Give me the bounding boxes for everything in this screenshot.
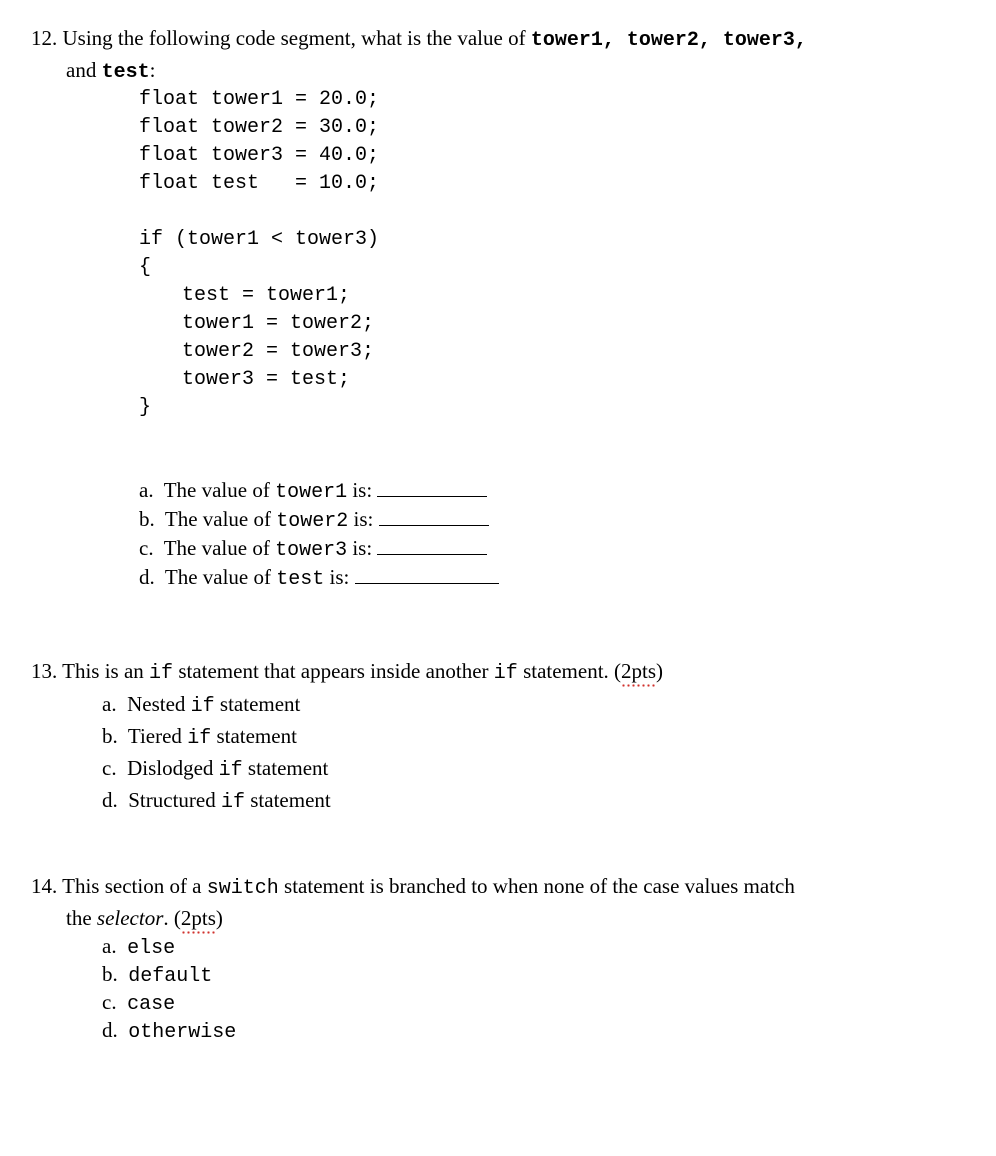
option-value: case — [127, 993, 176, 1016]
option-letter: d. — [102, 1018, 118, 1042]
q14-text: statement is branched to when none of the case values match — [278, 874, 795, 898]
q13-text: statement. ( — [517, 659, 622, 683]
option-letter: c. — [102, 756, 117, 780]
answer-text: The value of — [163, 536, 276, 560]
q14-text: ) — [215, 906, 223, 930]
answer-blank[interactable] — [379, 507, 489, 526]
q12-answer-d — [139, 565, 499, 592]
q14-text: This section of a — [62, 874, 207, 898]
answer-blank[interactable] — [377, 536, 487, 555]
q14-option-a[interactable] — [102, 934, 175, 961]
answer-blank[interactable] — [355, 565, 499, 584]
q12-prompt-line2 — [66, 58, 155, 85]
answer-text: The value of — [164, 507, 277, 531]
option-letter: b. — [102, 724, 118, 748]
option-keyword: if — [220, 791, 245, 814]
code-line: float tower3 = 40.0; — [139, 144, 380, 167]
q13-keyword: if — [493, 662, 518, 685]
q13-number: 13. — [31, 659, 58, 683]
q14-points: 2pts — [181, 906, 216, 934]
option-text: statement — [211, 724, 297, 748]
option-letter: a. — [102, 692, 117, 716]
q14-prompt-line1 — [31, 874, 795, 901]
answer-var: tower1 — [275, 481, 348, 504]
q13-option-a[interactable] — [102, 692, 300, 719]
answer-var: tower2 — [276, 510, 349, 533]
answer-letter: b. — [139, 507, 155, 531]
q12-vars: tower1, tower2, tower3, — [530, 29, 807, 52]
q13-option-c[interactable] — [102, 756, 328, 783]
option-letter: b. — [102, 962, 118, 986]
q14-prompt-line2 — [66, 906, 223, 934]
option-keyword: if — [187, 727, 212, 750]
code-line: tower1 = tower2; — [182, 312, 375, 335]
code-line: float test = 10.0; — [139, 172, 380, 195]
option-text: statement — [245, 788, 331, 812]
code-line: tower2 = tower3; — [182, 340, 375, 363]
q14-number: 14. — [31, 874, 58, 898]
option-value: default — [128, 965, 213, 988]
q13-text: This is an — [62, 659, 150, 683]
answer-text: is: — [347, 536, 373, 560]
q12-answer-c — [139, 536, 487, 563]
option-text: statement — [242, 756, 329, 780]
q14-text: the — [66, 906, 97, 930]
answer-text: The value of — [163, 478, 276, 502]
q12-number: 12. — [31, 26, 58, 50]
q14-option-c[interactable] — [102, 990, 175, 1017]
q12-colon: : — [149, 58, 156, 82]
q14-text: . ( — [163, 906, 181, 930]
code-line: if (tower1 < tower3) — [139, 228, 380, 251]
answer-text: is: — [348, 507, 374, 531]
q12-prompt-line1 — [31, 26, 807, 53]
answer-letter: d. — [139, 565, 155, 589]
option-letter: c. — [102, 990, 117, 1014]
code-line: tower3 = test; — [182, 368, 351, 391]
answer-text: The value of — [164, 565, 277, 589]
answer-text: is: — [324, 565, 350, 589]
option-keyword: if — [190, 695, 215, 718]
answer-text: is: — [347, 478, 373, 502]
q12-and: and — [66, 58, 102, 82]
answer-blank[interactable] — [377, 478, 487, 497]
q12-text: Using the following code segment, what is the value of — [62, 26, 531, 50]
q13-keyword: if — [149, 662, 174, 685]
answer-letter: c. — [139, 536, 154, 560]
answer-var: test — [276, 568, 325, 591]
option-text: Dislodged — [127, 756, 219, 780]
option-keyword: if — [218, 759, 243, 782]
code-line: test = tower1; — [182, 284, 351, 307]
option-text: Structured — [128, 788, 221, 812]
code-line: float tower1 = 20.0; — [139, 88, 380, 111]
q14-keyword: switch — [206, 877, 279, 900]
option-letter: d. — [102, 788, 118, 812]
q13-points: 2pts — [621, 659, 656, 687]
q13-option-b[interactable] — [102, 724, 297, 751]
option-value: else — [127, 937, 176, 960]
code-line: { — [139, 256, 152, 279]
q13-prompt — [31, 659, 663, 687]
q13-text: statement that appears inside another — [173, 659, 494, 683]
option-text: Nested — [127, 692, 191, 716]
q12-test: test — [101, 61, 150, 84]
code-line: } — [139, 396, 152, 419]
q12-answer-a — [139, 478, 487, 505]
code-line: float tower2 = 30.0; — [139, 116, 380, 139]
q13-option-d[interactable] — [102, 788, 331, 815]
q14-option-d[interactable] — [102, 1018, 236, 1045]
q13-text: ) — [656, 659, 664, 683]
option-letter: a. — [102, 934, 117, 958]
q14-option-b[interactable] — [102, 962, 212, 989]
q14-selector: selector — [96, 906, 164, 930]
option-text: Tiered — [127, 724, 188, 748]
option-text: statement — [214, 692, 301, 716]
option-value: otherwise — [128, 1021, 237, 1044]
answer-var: tower3 — [275, 539, 348, 562]
q12-answer-b — [139, 507, 489, 534]
answer-letter: a. — [139, 478, 154, 502]
